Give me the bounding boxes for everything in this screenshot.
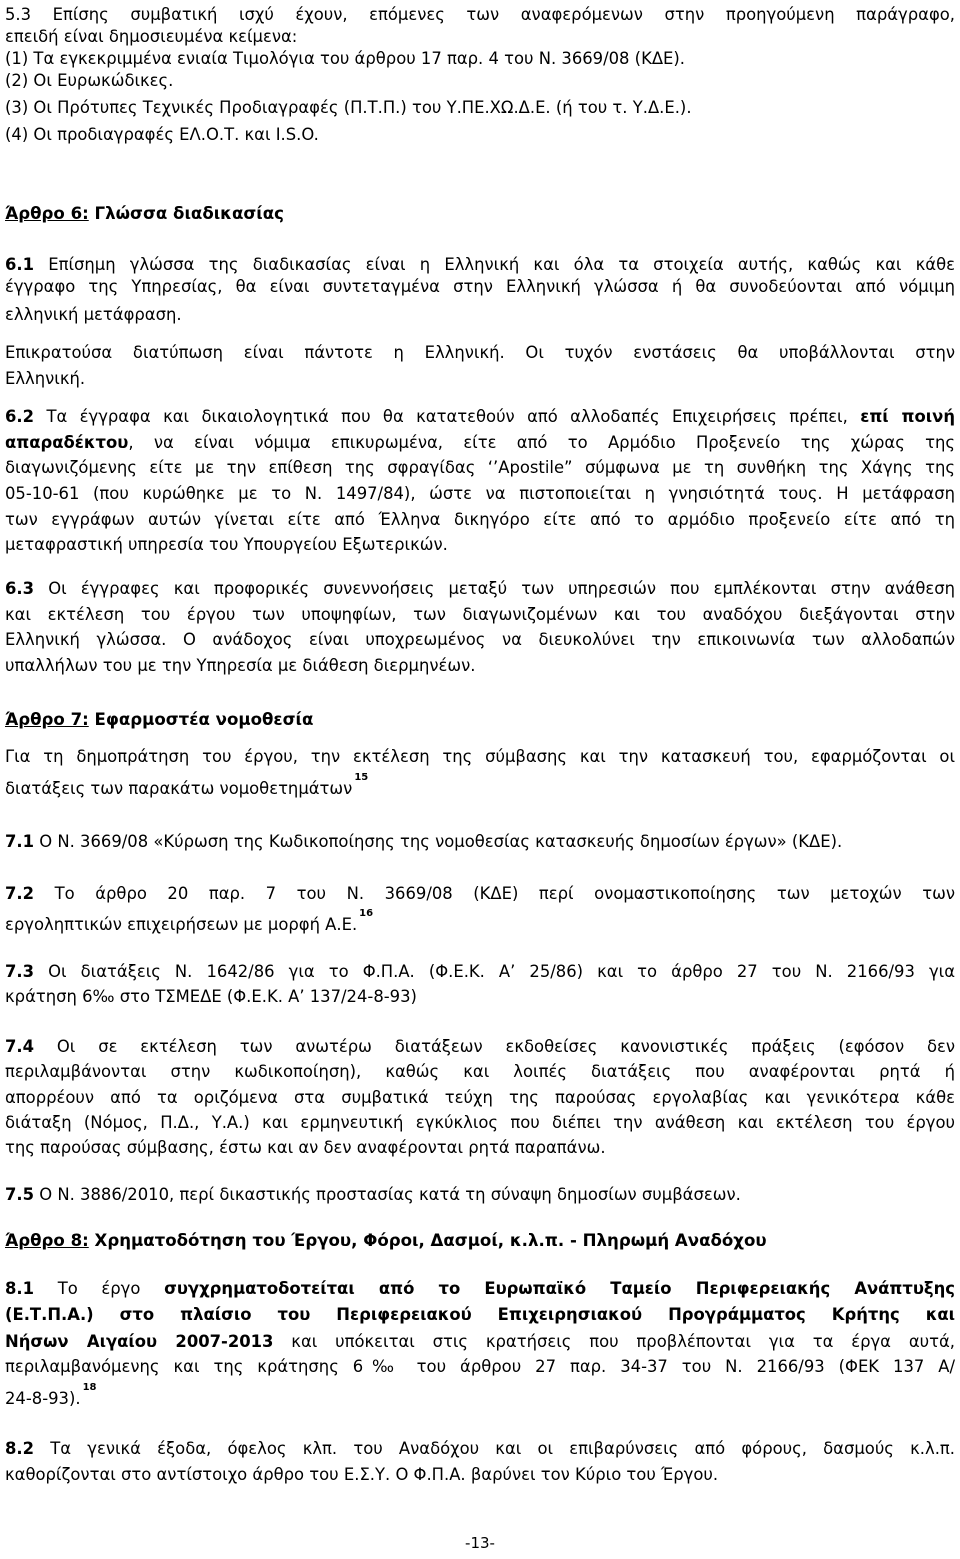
article-8-heading	[5, 1230, 955, 1252]
para-8-1-line: (Ε.Τ.Π.Α.) στο πλαίσιο του Περιφερειακού Επιχειρησιακού Προγράμματος Κρήτης και	[5, 1305, 955, 1324]
text: Τα γενικά έξοδα, όφελος κλπ. του Αναδόχου και οι επιβαρύνσεις από φόρους, δασμούς κ.λ.π.	[50, 1439, 955, 1458]
list-item: (2) Οι Ευρωκώδικες.	[5, 71, 174, 90]
para-8-2-line: καθορίζονται στο αντίστοιχο άρθρο του Ε.Σ.Υ. Ο Φ.Π.Α. βαρύνει τον Κύριο του Έργου.	[5, 1465, 719, 1484]
bold-text: συγχρηματοδοτείται από το Ευρωπαϊκό Ταμείο Περιφερειακής Ανάπτυξης	[164, 1279, 955, 1298]
para-6-2-line: των εγγράφων αυτών γίνεται είτε από Έλληνα δικηγόρο είτε από το αρμόδιο προξενείο είτε από τη	[5, 510, 955, 529]
para-7-2-line	[5, 883, 955, 905]
clause-number: 6.3	[5, 579, 35, 598]
para-5-3-line: επειδή είναι δημοσιευμένα κείμενα:	[5, 27, 298, 46]
clause-number: 8.1	[5, 1279, 35, 1298]
text: Οι διατάξεις Ν. 1642/86 για το Φ.Π.Α. (Φ.Ε.Κ. Α’ 25/86) και το άρθρο 27 του Ν. 2166/93 για	[48, 962, 955, 981]
text: Επίσημη γλώσσα της διαδικασίας είναι η Ελληνική και όλα τα στοιχεία αυτής, καθώς και κάθε	[48, 255, 955, 274]
footnote-marker[interactable]: 15	[354, 772, 369, 783]
para-7-4-line	[5, 1036, 955, 1058]
para-8-1-line	[5, 1278, 955, 1300]
para-7-4-line: της παρούσας σύμβασης, έστω και αν δεν αναφέρονται ρητά παραπάνω.	[5, 1138, 606, 1157]
para-7-1-line	[5, 831, 955, 853]
para-6-3-line: υπαλλήλων του με την Υπηρεσία με διάθεση διερμηνέων.	[5, 656, 476, 675]
bold-text: επί ποινή	[860, 407, 956, 426]
text: και υπόκειται στις κρατήσεις που προβλέπονται για τα έργα αυτά,	[291, 1332, 955, 1351]
para-6-3-line	[5, 578, 955, 600]
para-7-4-line: περιλαμβάνονται στην κωδικοποίηση), καθώς και λοιπές διατάξεις που αναφέρονται ρητά ή	[5, 1062, 955, 1081]
para-6-2-line: 05-10-61 (που κυρώθηκε με το Ν. 1497/84), ώστε να πιστοποιείται η γνησιότητά τους. Η μετάφραση	[5, 484, 955, 503]
page-number: -13-	[465, 1534, 495, 1552]
para-6-2-line: διαγωνιζόμενης είτε με την επίθεση της σφραγίδας ‘’Apostile” σύμφωνα με τη συνθήκη της Χάγης της	[5, 458, 955, 477]
footnote-marker[interactable]: 18	[82, 1382, 97, 1393]
para-7-4-line: απορρέουν από τα οριζόμενα στα συμβατικά τεύχη της παρούσας εργολαβίας και γενικότερα κάθε	[5, 1088, 955, 1107]
article-6-heading	[5, 203, 955, 225]
text: εργοληπτικών επιχειρήσεων με μορφή Α.Ε.	[5, 915, 358, 934]
text: 24-8-93).	[5, 1389, 81, 1408]
para-6-1-line: Επικρατούσα διατύπωση είναι πάντοτε η Ελληνική. Οι τυχόν ενστάσεις θα υποβάλλονται στην	[5, 343, 955, 362]
article-title: Γλώσσα διαδικασίας	[94, 204, 284, 223]
list-item: (3) Οι Πρότυπες Τεχνικές Προδιαγραφές (Π.Τ.Π.) του Υ.ΠΕ.ΧΩ.Δ.Ε. (ή του τ. Υ.Δ.Ε.).	[5, 98, 692, 117]
para-8-1-line: περιλαμβανόμενης και της κράτησης 6‰ του άρθρου 27 παρ. 34-37 του Ν. 2166/93 (ΦΕΚ 137 Α/	[5, 1357, 955, 1376]
clause-number: 7.3	[5, 962, 35, 981]
para-6-1-line: ελληνική μετάφραση.	[5, 305, 182, 324]
list-item: (1) Τα εγκεκριμμένα ενιαία Τιμολόγια του άρθρου 17 παρ. 4 του Ν. 3669/08 (ΚΔΕ).	[5, 49, 686, 68]
para-8-2-line	[5, 1438, 955, 1460]
list-item: (4) Οι προδιαγραφές ΕΛ.Ο.Τ. και I.S.O.	[5, 125, 319, 144]
para-8-1-line	[5, 1331, 955, 1353]
para-6-2-line	[5, 432, 955, 454]
para-6-2-line: μεταφραστική υπηρεσία του Υπουργείου Εξωτερικών.	[5, 535, 448, 554]
text: διατάξεις των παρακάτω νομοθετημάτων	[5, 779, 353, 798]
para-8-1-line	[5, 1382, 955, 1413]
para-6-3-line: και εκτέλεση του έργου των υποψηφίων, των διαγωνιζομένων και του αναδόχου διεξάγονται στην	[5, 605, 955, 624]
text: Ο Ν. 3669/08 «Κύρωση της Κωδικοποίησης της νομοθεσίας κατασκευής δημοσίων έργων» (ΚΔΕ).	[39, 832, 843, 851]
clause-number: 6.2	[5, 407, 35, 426]
para-6-1-line	[5, 254, 955, 276]
clause-number: 6.1	[5, 255, 35, 274]
para-6-2-line	[5, 406, 955, 428]
para-7-3-line: κράτηση 6‰ στο ΤΣΜΕΔΕ (Φ.Ε.Κ. Α’ 137/24-8-93)	[5, 987, 417, 1006]
para-7-3-line	[5, 961, 955, 983]
para-6-1-line: Ελληνική.	[5, 369, 86, 388]
clause-number: 7.1	[5, 832, 35, 851]
article-label: Άρθρο 8:	[5, 1231, 89, 1250]
clause-number: 8.2	[5, 1439, 35, 1458]
text: Ο Ν. 3886/2010, περί δικαστικής προστασίας κατά τη σύναψη δημοσίων συμβάσεων.	[39, 1185, 741, 1204]
footnote-marker[interactable]: 16	[359, 908, 374, 919]
article-7-heading	[5, 709, 955, 731]
clause-number: 7.2	[5, 884, 35, 903]
text: Οι σε εκτέλεση των ανωτέρω διατάξεων εκδοθείσες κανονιστικές πράξεις (εφόσον δεν	[56, 1037, 955, 1056]
para-6-3-line: Ελληνική γλώσσα. Ο ανάδοχος είναι υποχρεωμένος να διευκολύνει την επικοινωνία των αλλοδαπών	[5, 630, 955, 649]
article-label: Άρθρο 7:	[5, 710, 89, 729]
text: Το έργο	[57, 1279, 141, 1298]
article-7-intro-line: Για τη δημοπράτηση του έργου, την εκτέλεση της σύμβασης και την κατασκευή του, εφαρμόζονται οι	[5, 747, 955, 766]
article-title: Χρηματοδότηση του Έργου, Φόροι, Δασμοί, κ.λ.π. - Πληρωμή Αναδόχου	[94, 1231, 767, 1250]
text: Το άρθρο 20 παρ. 7 του Ν. 3669/08 (ΚΔΕ) περί ονομαστικοποίησης των μετοχών των	[54, 884, 955, 903]
text: Τα έγγραφα και δικαιολογητικά που θα κατατεθούν από αλλοδαπές Επιχειρήσεις πρέπει,	[46, 407, 848, 426]
bold-text: απαραδέκτου	[5, 433, 129, 452]
text: , να είναι νόμιμα επικυρωμένα, είτε από το Αρμόδιο Προξενείο της χώρας της	[128, 433, 955, 452]
article-label: Άρθρο 6:	[5, 204, 89, 223]
para-7-4-line: διάταξη (Νόμος, Π.Δ., Υ.Α.) και ερμηνευτική εγκύκλιος που διέπει την ανάθεση και εκτέλεση του έργου	[5, 1113, 955, 1132]
para-6-1-line: έγγραφο της Υπηρεσίας, θα είναι συντεταγμένα στην Ελληνική γλώσσα ή θα συνοδεύονται από νόμιμη	[5, 277, 955, 296]
para-7-5-line	[5, 1184, 955, 1206]
clause-number: 7.5	[5, 1185, 35, 1204]
bold-text: Νήσων Αιγαίου 2007-2013	[5, 1332, 274, 1351]
para-7-2-line	[5, 908, 955, 939]
clause-number: 7.4	[5, 1037, 35, 1056]
article-title: Εφαρμοστέα νομοθεσία	[94, 710, 314, 729]
text: Οι έγγραφες και προφορικές συνεννοήσεις μεταξύ των υπηρεσιών που εμπλέκονται στην ανάθεση	[48, 579, 956, 598]
article-7-intro-line	[5, 772, 955, 803]
para-5-3-line: 5.3 Επίσης συμβατική ισχύ έχουν, επόμενες των αναφερόμενων στην προηγούμενη παράγραφο,	[5, 5, 955, 24]
